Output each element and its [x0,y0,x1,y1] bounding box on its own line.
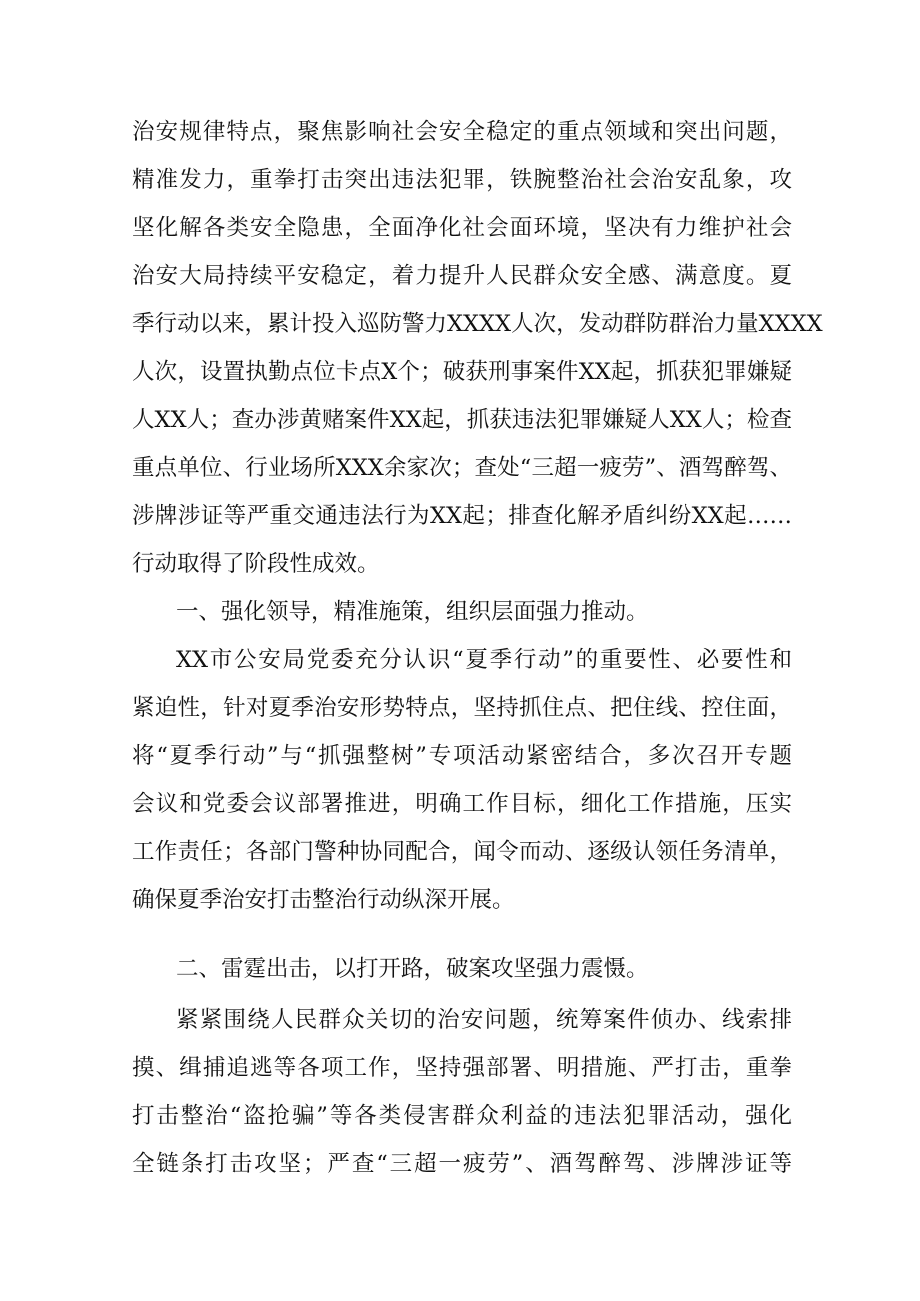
paragraph-1-line: 治安大局持续平安稳定，着力提升人民群众安全感、满意度。夏 [132,263,792,289]
section-1-line: 将“夏季行动”与“抓强整树”专项活动紧密结合，多次召开专题 [132,743,792,769]
section-2-line: 打击整治“盗抢骗”等各类侵害群众利益的违法犯罪活动，强化 [132,1103,792,1129]
section-2-line: 摸、缉捕追逃等各项工作，坚持强部署、明措施、严打击，重拳 [132,1055,792,1081]
section-1-line: 确保夏季治安打击整治行动纵深开展。 [132,887,515,913]
paragraph-1-line: 行动取得了阶段性成效。 [132,551,380,577]
paragraph-1-line: 季行动以来，累计投入巡防警力XXXX人次，发动群防群治力量XXXX [132,311,823,337]
paragraph-1-line: 精准发力，重拳打击突出违法犯罪，铁腕整治社会治安乱象，攻 [132,167,792,193]
section-1-line: 会议和党委会议部署推进，明确工作目标，细化工作措施，压实 [132,791,792,817]
paragraph-1-line: 涉牌涉证等严重交通违法行为XX起；排查化解矛盾纠纷XX起…… [132,503,792,529]
section-1-line: XX市公安局党委充分认识“夏季行动”的重要性、必要性和 [176,647,792,673]
section-1-line: 工作责任；各部门警种协同配合，闻令而动、逐级认领任务清单， [132,839,792,865]
section-1-line: 紧迫性，针对夏季治安形势特点，坚持抓住点、把住线、控住面， [132,695,792,721]
paragraph-1-line: 坚化解各类安全隐患，全面净化社会面环境，坚决有力维护社会 [132,215,792,241]
paragraph-1-line: 人次，设置执勤点位卡点X个；破获刑事案件XX起，抓获犯罪嫌疑 [132,359,792,385]
paragraph-1-line: 重点单位、行业场所XXX余家次；查处“三超一疲劳”、酒驾醉驾、 [132,455,792,481]
section-2-line: 紧紧围绕人民群众关切的治安问题，统筹案件侦办、线索排 [176,1007,792,1033]
paragraph-1-line: 人XX人；查办涉黄赌案件XX起，抓获违法犯罪嫌疑人XX人；检查 [132,407,792,433]
section-2-heading: 二、雷霆出击，以打开路，破案攻坚强力震慑。 [176,956,649,982]
section-1-heading: 一、强化领导，精准施策，组织层面强力推动。 [176,599,649,625]
section-2-line: 全链条打击攻坚；严查“三超一疲劳”、酒驾醉驾、涉牌涉证等 [132,1151,792,1177]
paragraph-1-line: 治安规律特点，聚焦影响社会安全稳定的重点领域和突出问题， [132,119,792,145]
